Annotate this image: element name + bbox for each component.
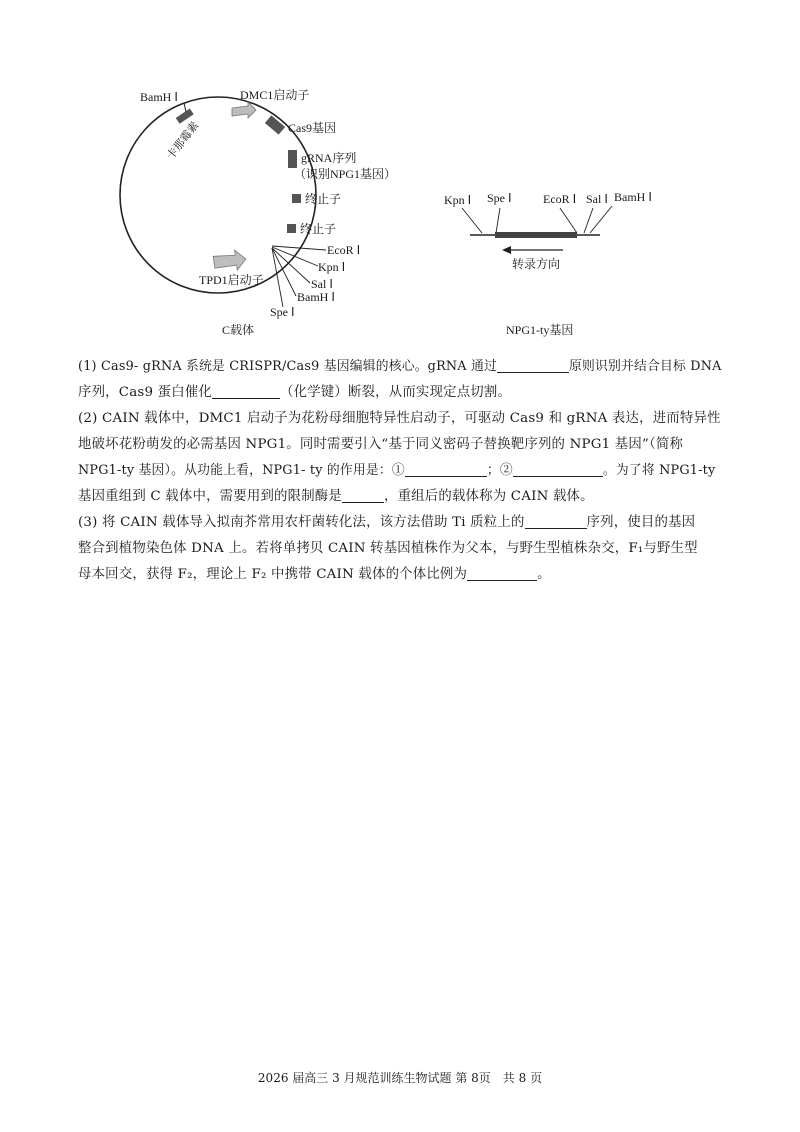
grna-block — [288, 150, 297, 168]
q2-line-2 — [78, 432, 722, 458]
terminator-2-label: 终止子 — [300, 222, 337, 236]
page-footer: 2026 届高三 3 月规范训练生物试题 第 8页 共 8 页 — [257, 1071, 543, 1085]
q3-line-3 — [78, 562, 722, 588]
tpd1-label: TPD1启动子 — [199, 273, 264, 287]
q3-line-2 — [78, 536, 722, 562]
transcription-direction-label: 转录方向 — [512, 257, 561, 271]
kpni-label: Kpn Ⅰ — [318, 260, 346, 274]
sali-label: Sal Ⅰ — [311, 277, 333, 291]
q2-text-3b: ；② — [486, 463, 513, 478]
q2-line-4 — [78, 484, 722, 510]
q2-text-3a: NPG1-ty 基因）。从功能上看，NPG1- ty 的作用是：① — [78, 463, 405, 478]
spei-label: Spe Ⅰ — [270, 305, 295, 319]
npg-spei-label: Spe Ⅰ — [487, 191, 512, 205]
q2-text-4a: 基因重组到 C 载体中，需要用到的限制酶是 — [78, 489, 342, 504]
q1-text-b: 原则识别并结合目标 DNA — [569, 359, 722, 374]
dmc1-promoter-arrow — [232, 102, 256, 118]
q3-text-3b: 。 — [537, 567, 551, 582]
transcription-arrowhead — [502, 246, 511, 254]
q3-text-1a: (3) 将 CAIN 载体导入拟南芥常用农杆菌转化法，该方法借助 Ti 质粒上的 — [78, 515, 525, 530]
answer-blank-3[interactable] — [405, 460, 487, 477]
q1-text-d: （化学键）断裂，从而实现定点切割。 — [280, 385, 512, 400]
answer-blank-4[interactable] — [513, 460, 603, 477]
q2-text-2: 地破坏花粉萌发的必需基因 NPG1。同时需要引入“基于同义密码子替换靶序列的 NPG1 基因”（简称 — [78, 437, 684, 452]
q1-text-c: 序列，Cas9 蛋白催化 — [78, 385, 213, 400]
q3-text-3a: 母本回交，获得 F₂，理论上 F₂ 中携带 CAIN 载体的个体比例为 — [78, 567, 468, 582]
c-vector-caption: C载体 — [222, 323, 255, 337]
q1-line-1 — [78, 354, 722, 380]
answer-blank-6[interactable] — [525, 512, 587, 529]
ecori-label: EcoR Ⅰ — [327, 243, 361, 257]
npg-kpni-label: Kpn Ⅰ — [444, 193, 472, 207]
grna-label-2: （识别NPG1基因） — [294, 167, 397, 181]
question-block — [78, 354, 722, 588]
q2-text-4b: ，重组后的载体称为 CAIN 载体。 — [384, 489, 594, 504]
cas9-label: Cas9基因 — [288, 121, 337, 135]
answer-blank-1[interactable] — [497, 356, 569, 373]
q2-text-1: (2) CAIN 载体中，DMC1 启动子为花粉母细胞特异性启动子，可驱动 Cas9 和 gRNA 表达，进而特异性 — [78, 411, 721, 426]
terminator-2-block — [287, 224, 296, 233]
npg1-ty-caption: NPG1-ty基因 — [506, 323, 574, 337]
q2-line-1 — [78, 406, 722, 432]
q2-line-3 — [78, 458, 722, 484]
terminator-1-label: 终止子 — [305, 192, 342, 206]
terminator-1-block — [292, 194, 301, 203]
npg-bamhi-label: BamH Ⅰ — [614, 190, 652, 204]
q3-text-2: 整合到植物染色体 DNA 上。若将单拷贝 CAIN 转基因植株作为父本，与野生型植株杂交，F₁与野生型 — [78, 541, 698, 556]
c-vector-figure — [0, 0, 800, 350]
q3-line-1 — [78, 510, 722, 536]
dmc1-label: DMC1启动子 — [240, 88, 310, 102]
q3-text-1b: 序列，使目的基因 — [586, 515, 696, 530]
answer-blank-7[interactable] — [467, 564, 537, 581]
answer-blank-2[interactable] — [212, 382, 280, 399]
tpd1-promoter-arrow — [213, 249, 247, 273]
grna-label-1: gRNA序列 — [301, 151, 357, 165]
kanamycin-label: 卡那霉素 — [164, 119, 202, 162]
answer-blank-5[interactable] — [342, 486, 384, 503]
npg1-gene-block — [495, 232, 577, 238]
q2-text-3c: 。为了将 NPG1-ty — [602, 463, 716, 478]
npg-sali-label: Sal Ⅰ — [586, 192, 608, 206]
cas9-gene-block — [265, 115, 285, 134]
bamhi-top-label: BamH Ⅰ — [140, 90, 178, 104]
q1-text-a: (1) Cas9- gRNA 系统是 CRISPR/Cas9 基因编辑的核心。gRNA 通过 — [78, 359, 498, 374]
npg-ecori-label: EcoR Ⅰ — [543, 192, 577, 206]
bamhi-label: BamH Ⅰ — [297, 290, 335, 304]
npg1-ty-figure — [444, 190, 652, 337]
q1-line-2 — [78, 380, 722, 406]
